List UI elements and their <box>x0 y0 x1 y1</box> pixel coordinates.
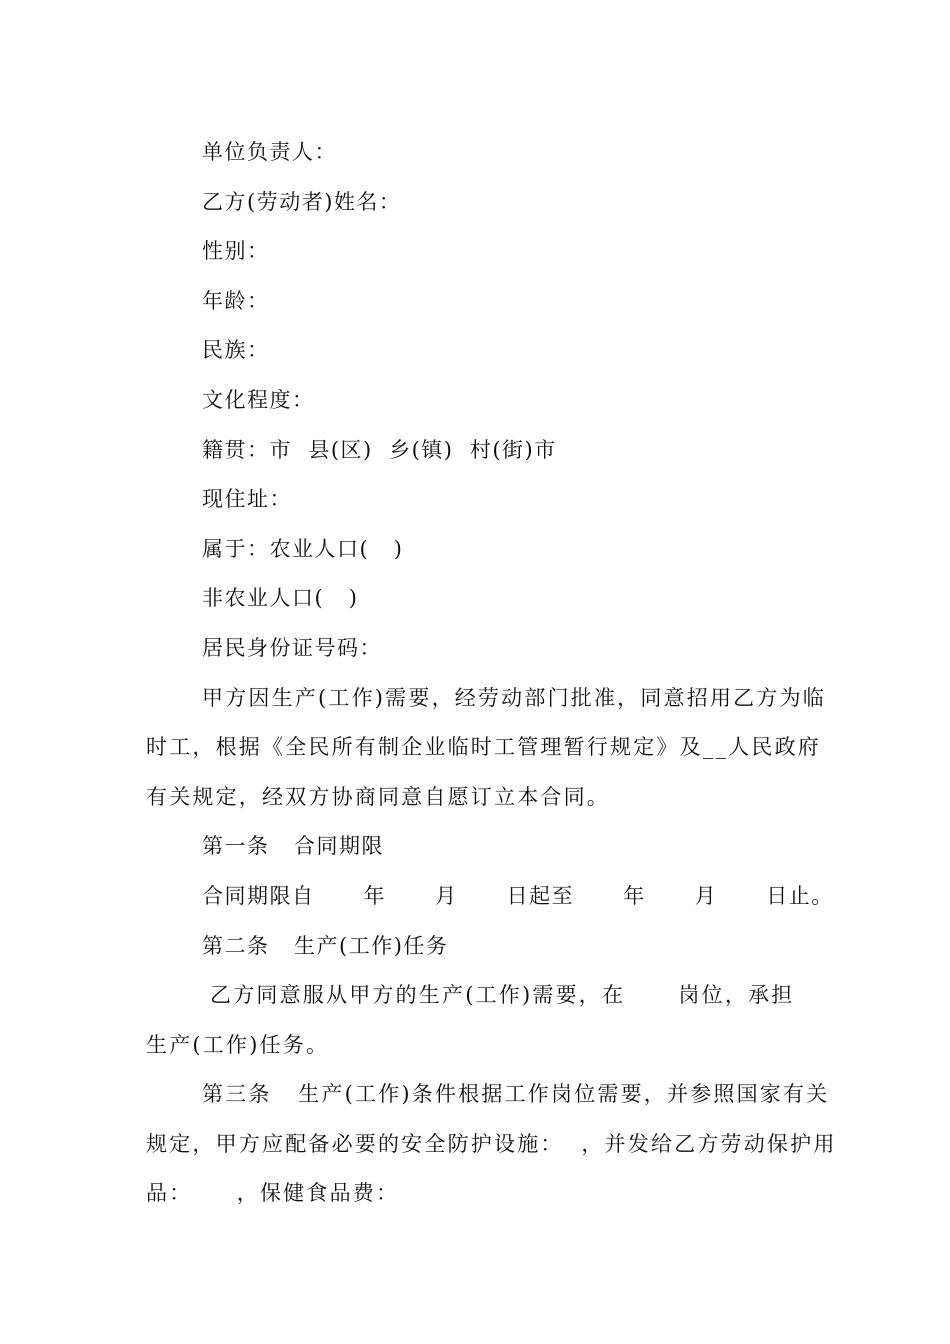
field-education: 文化程度： <box>202 387 315 412</box>
field-id-number: 居民身份证号码： <box>202 635 382 660</box>
paragraph-line: 甲方因生产(工作)需要，经劳动部门批准，同意招用乙方为临 <box>202 685 826 710</box>
field-ethnicity: 民族： <box>202 338 270 363</box>
paragraph-line: 有关规定，经双方协商同意自愿订立本合同。 <box>146 784 610 809</box>
intro-paragraph <box>146 674 826 823</box>
paragraph-line: 规定，甲方应配备必要的安全防护设施： ，并发给乙方劳动保护用 <box>146 1131 837 1156</box>
article-1-body: 合同期限自 年 月 日起至 年 月 日止。 <box>202 883 834 908</box>
document-page <box>146 128 837 1219</box>
field-non-agricultural-population: 非农业人口( ) <box>202 586 359 611</box>
field-unit-leader: 单位负责人： <box>202 140 337 164</box>
field-gender: 性别： <box>202 239 270 264</box>
article-1-title: 第一条 合同期限 <box>202 834 385 859</box>
field-current-address: 现住址： <box>202 487 292 512</box>
paragraph-line: 品： ，保健食品费： <box>146 1181 400 1206</box>
paragraph-line: 第三条 生产(工作)条件根据工作岗位需要，并参照国家有关 <box>202 1082 830 1107</box>
paragraph-line: 生产(工作)任务。 <box>146 1032 330 1057</box>
field-agricultural-population: 属于：农业人口( ) <box>202 536 404 561</box>
article-2-title: 第二条 生产(工作)任务 <box>202 933 449 958</box>
field-age: 年龄： <box>202 288 270 313</box>
field-worker-name: 乙方(劳动者)姓名： <box>202 189 402 214</box>
field-native-place: 籍贯：市 县(区) 乡(镇) 村(街)市 <box>202 437 557 462</box>
paragraph-line: 乙方同意服从甲方的生产(工作)需要，在 岗位，承担 <box>210 983 795 1008</box>
article-2-body <box>146 971 806 1070</box>
article-3-body <box>146 1070 837 1219</box>
paragraph-line: 时工，根据《全民所有制企业临时工管理暂行规定》及__人民政府 <box>146 735 821 760</box>
